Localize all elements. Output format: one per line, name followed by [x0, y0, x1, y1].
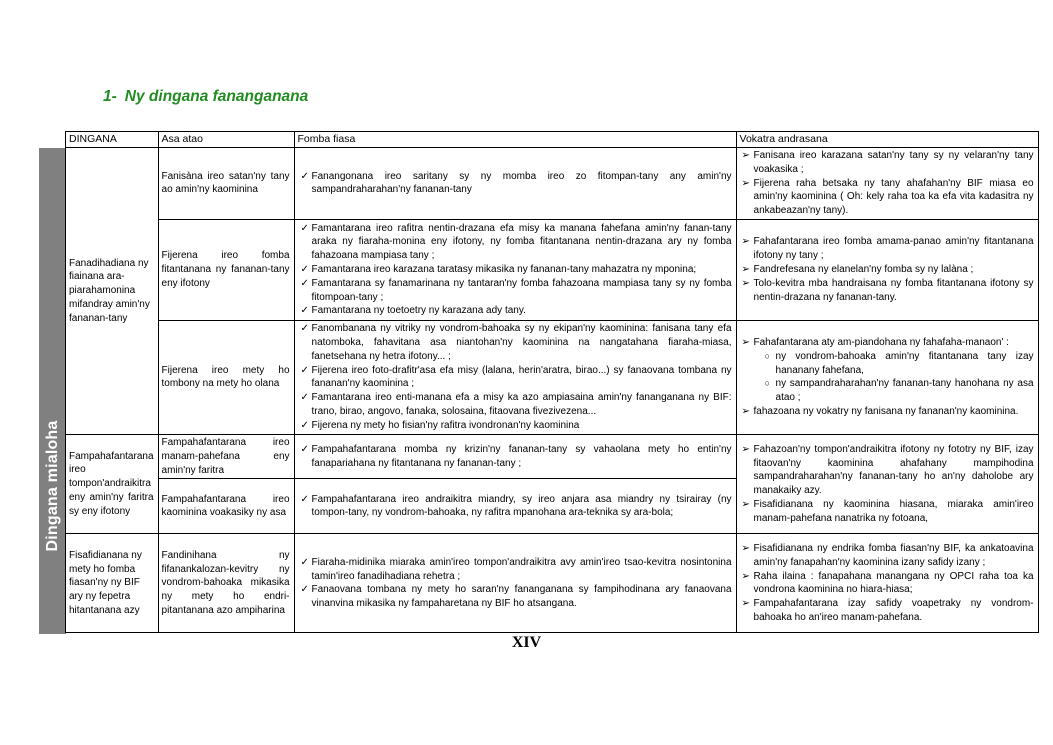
asa-cell: Fijerena ireo fomba fitantanana ny fananan-tany eny ifotony [158, 219, 294, 320]
section-title: Ny dingana fananganana [124, 88, 309, 105]
vokatra-cell [736, 148, 1038, 220]
list-item: ✓ Fijerena ny mety ho fisian'ny rafitra ivondronan'ny kaominina [312, 419, 732, 433]
sub-list-item: ○ ny vondrom-bahoaka amin'ny fitantanana tany izay hananany fahefana, [776, 350, 1034, 378]
vokatra-cell [736, 434, 1038, 533]
table-row [66, 320, 1039, 434]
header-fomba-fiasa: Fomba fiasa [294, 132, 736, 148]
vokatra-cell [736, 320, 1038, 434]
list-item: ✓ Famantarana sy fanamarinana ny tantaran'ny fomba fahazoana mampiasa tany sy ny fomba fitompoan-tany ; [312, 277, 732, 305]
asa-cell: Fandinihana ny fifanankalozan-kevitry ny vondrom-bahoaka mikasika ny mety ho endri-pitantanana azo ampiharina [158, 534, 294, 633]
list-item: ➢ Fahafantarana ireo fomba amama-panao amin'ny fitantanana ifotony ny tany ; [754, 235, 1034, 263]
asa-cell: Fampahafantarana ireo kaominina voakasiky ny asa [158, 479, 294, 534]
list-item: ➢ Fijerena raha betsaka ny tany ahafahan'ny BIF miasa eo amin'ny kaominina ( Oh: kely raha toa ka efa vita kadasitra ny ankabeazan'ny tany). [754, 177, 1034, 218]
fomba-cell [294, 534, 736, 633]
header-asa-atao: Asa atao [158, 132, 294, 148]
list-item: ✓ Fanombanana ny vitriky ny vondrom-bahoaka sy ny ekipan'ny kaominina: fanisana tany efa natomboka, fahavitana asa niantohan'ny kaominina na nangatahana fiaraha-miasa, fanetsehana ny hetra ifotony... ; [312, 322, 732, 363]
dingana-cell: Fampahafantarana ireo tompon'andraikitra eny amin'ny faritra sy eny ifotony [66, 434, 159, 533]
list-item: ➢ Fahazoan'ny tompon'andraikitra ifotony ny fototry ny BIF, izay fitaovan'ny kaominina ahafahany mampihodina sampandraharahan'ny fananan-tany ho an'ny daholobe ary manakaiky azy. [754, 443, 1034, 498]
asa-cell: Fanisàna ireo satan'ny tany ao amin'ny kaominina [158, 148, 294, 220]
list-item: ✓ Fanaovana tombana ny mety ho saran'ny fananganana sy fampihodinana ary fanaovana vinanvina mikasika ny fampaharetana ny BIF ho atsangana. [312, 583, 732, 611]
list-item: ✓ Famantarana ireo karazana taratasy mikasika ny fananan-tany mahazatra ny mponina; [312, 263, 732, 277]
fomba-cell [294, 434, 736, 478]
section-number: 1- [103, 88, 117, 105]
list-item: ✓ Fampahafantarana momba ny krizin'ny fananan-tany sy vahaolana mety ho entin'ny fanapariahana ny fitantanana ny fananan-tany ; [312, 443, 732, 471]
table-row [66, 534, 1039, 633]
list-item: ➢ Fampahafantarana izay safidy voapetraky ny vondrom-bahoaka ho an'ireo manam-pahefana. [754, 597, 1034, 625]
vokatra-cell [736, 219, 1038, 320]
list-item: ➢ Raha ilaina : fanapahana manangana ny OPCI raha toa ka vondrona kaominina no hiara-hiasa; [754, 570, 1034, 598]
list-item: ➢ Fisafidianana ny kaominina hiasana, miaraka amin'ireo manam-pahefana nanatrika ny fotoana, [754, 498, 1034, 526]
asa-cell: Fampahafantarana ireo manam-pahefana eny amin'ny faritra [158, 434, 294, 478]
list-item: ➢ Fahafantarana aty am-piandohana ny fahafaha-manaon' : ○ ny vondrom-bahoaka amin'ny fitantanana tany izay hananany fahefana, ○ ny sampandraharahan'ny fananan-tany hanohana ny asa atao ; [754, 336, 1034, 405]
header-vokatra: Vokatra andrasana [736, 132, 1038, 148]
list-item: ✓ Famantarana ireo enti-manana efa a misy ka azo ampiasaina amin'ny fananganana ny BIF: trano, birao, angovo, fanaka, solosaina, fitaovana fivezivezena... [312, 391, 732, 419]
fomba-cell [294, 219, 736, 320]
header-dingana: DINGANA [66, 132, 159, 148]
sub-list-item: ○ ny sampandraharahan'ny fananan-tany hanohana ny asa atao ; [776, 377, 1034, 405]
vokatra-cell [736, 534, 1038, 633]
list-item: ➢ Fisafidianana ny endrika fomba fiasan'ny BIF, ka ankatoavina amin'ny fanapahan'ny kaominina izany safidy izany ; [754, 542, 1034, 570]
list-item: ✓ Famantarana ireo rafitra nentin-drazana efa misy ka manana fahefana amin'ny fanan-tany araka ny fiaraha-monina eny ifotony, ny fomba fitantanana nentin-drazana ary ny fomba fahazoana mampiasa tany ; [312, 222, 732, 263]
activity-table [65, 131, 1039, 633]
dingana-cell: Fisafidianana ny mety ho fomba fiasan'ny ny BIF ary ny fepetra hitantanana azy [66, 534, 159, 633]
table-header-row [66, 132, 1039, 148]
list-item: ➢ Fanisana ireo karazana satan'ny tany sy ny velaran'ny tany voakasika ; [754, 149, 1034, 177]
table-row [66, 434, 1039, 478]
fomba-cell [294, 148, 736, 220]
phase-sidebar [39, 148, 66, 634]
list-item: ➢ Tolo-kevitra mba handraisana ny fomba fitantanana ifotony sy nentin-drazana ny fananan-tany. [754, 277, 1034, 305]
list-item: ✓ Fanangonana ireo saritany sy ny momba ireo zo fitompan-tany any amin'ny sampandraharahan'ny fananan-tany [312, 170, 732, 198]
page-number: XIV [511, 634, 542, 651]
asa-cell: Fijerena ireo mety ho tombony na mety ho olana [158, 320, 294, 434]
list-item: ✓ Fiaraha-midinika miaraka amin'ireo tompon'andraikitra avy amin'ireo tsao-kevitra nosintonina tamin'ireo fanadihadiana rehetra ; [312, 556, 732, 584]
list-item: ➢ Fandrefesana ny elanelan'ny fomba sy ny lalàna ; [754, 263, 1034, 277]
phase-sidebar-label: Dingana mialoha [43, 420, 61, 552]
list-item: ✓ Fijerena ireo foto-drafitr'asa efa misy (lalana, herin'aratra, birao...) sy fanaovana tombana ny fananan'ny kaominina ; [312, 364, 732, 392]
fomba-cell [294, 479, 736, 534]
list-item: ✓ Famantarana ny toetoetry ny karazana ady tany. [312, 304, 732, 318]
section-heading [103, 88, 308, 106]
dingana-cell: Fanadihadiana ny fiainana ara-piarahamonina mifandray amin'ny fananan-tany [66, 148, 159, 435]
table-row [66, 219, 1039, 320]
list-item: ➢ fahazoana ny vokatry ny fanisana ny fananan'ny kaominina. [754, 405, 1034, 419]
table-row [66, 148, 1039, 220]
list-item: ✓ Fampahafantarana ireo andraikitra miandry, sy ireo anjara asa miandry ny tsirairay (ny tompon-tany, ny vondrom-bahoaka, ny rafitra mpanohana ara-teknika sy ara-bola; [312, 493, 732, 521]
fomba-cell [294, 320, 736, 434]
